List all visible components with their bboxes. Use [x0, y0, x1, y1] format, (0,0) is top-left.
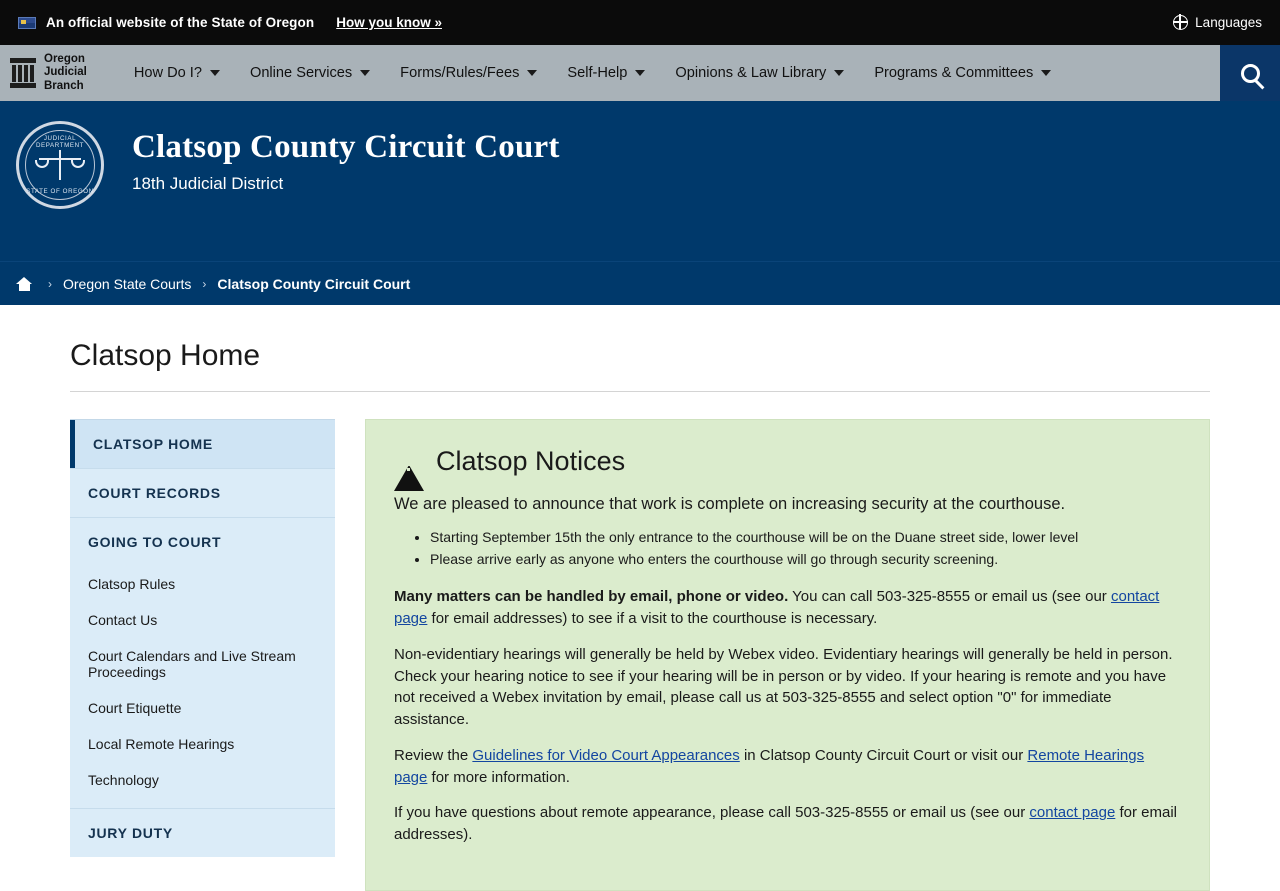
nav-item-self-help[interactable]: [552, 45, 660, 101]
seal-top-text: JUDICIAL DEPARTMENT: [35, 135, 85, 149]
home-icon[interactable]: [16, 277, 33, 291]
court-name: Clatsop County Circuit Court: [132, 129, 560, 165]
sidebar-section-going-to-court: GOING TO COURT: [70, 517, 335, 566]
sidebar-item-court-records[interactable]: COURT RECORDS: [70, 468, 335, 517]
sidebar-gap: [70, 798, 335, 808]
sidebar-item-technology[interactable]: Technology: [88, 772, 159, 788]
notices-text: You can call 503-325-8555 or email us (see our: [788, 588, 1111, 606]
sidebar-item-court-calendars[interactable]: Court Calendars and Live Stream Proceedings: [88, 648, 296, 680]
gov-banner-text: An official website of the State of Oregon: [46, 15, 315, 30]
chevron-down-icon: [527, 70, 537, 76]
breadcrumb-link-oregon-state-courts[interactable]: Oregon State Courts: [63, 275, 192, 292]
chevron-down-icon: [1041, 70, 1051, 76]
judicial-district: 18th Judicial District: [132, 174, 284, 193]
page-content: [0, 305, 1280, 891]
notices-lead-text: We are pleased to announce that work is complete on increasing security at the courthouse.: [394, 495, 1066, 513]
nav-item-label: Opinions & Law Library: [675, 65, 827, 81]
notices-text: for email addresses) to see if a visit to the courthouse is necessary.: [427, 610, 878, 628]
warning-triangle-icon: [394, 448, 424, 475]
breadcrumb-separator: ›: [202, 276, 207, 291]
remote-hearings-page-link[interactable]: Remote Hearings page: [394, 746, 1145, 786]
seal-bottom-text: STATE OF OREGON: [26, 188, 94, 195]
sidebar-item-clatsop-rules[interactable]: Clatsop Rules: [88, 576, 176, 592]
guidelines-video-appearances-link[interactable]: Guidelines for Video Court Appearances: [472, 746, 740, 764]
notices-paragraph-questions: [394, 802, 1181, 846]
notices-text: for more information.: [427, 768, 570, 786]
notices-text: If you have questions about remote appearance, please call 503-325-8555 or email us (see our: [394, 804, 1030, 822]
chevron-down-icon: [834, 70, 844, 76]
page-title-wrap: [70, 305, 1210, 392]
chevron-down-icon: [635, 70, 645, 76]
languages-label: Languages: [1195, 15, 1262, 30]
search-button[interactable]: [1220, 45, 1280, 101]
notices-bullet-list: [394, 527, 1181, 570]
sidebar-section-jury-duty: JURY DUTY: [70, 808, 335, 857]
notices-text: Review the: [394, 746, 473, 764]
ojb-logo-line2: Judicial: [44, 66, 87, 79]
globe-icon: [1173, 15, 1188, 30]
nav-item-label: Self-Help: [567, 65, 628, 81]
how-you-know-link[interactable]: How you know »: [336, 15, 442, 30]
notices-title-row: [394, 446, 1181, 477]
ojb-logo[interactable]: [0, 53, 101, 94]
nav-item-label: Online Services: [249, 65, 353, 81]
oregon-judicial-seal-icon: [16, 121, 104, 209]
chevron-down-icon: [360, 70, 370, 76]
contact-page-link[interactable]: contact page: [394, 588, 1160, 628]
search-icon: [1241, 64, 1260, 83]
nav-item-programs-committees[interactable]: [859, 45, 1066, 101]
oregon-flag-icon: [18, 17, 36, 29]
court-header: [0, 101, 1280, 261]
page-title: Clatsop Home: [70, 339, 261, 372]
chevron-down-icon: [210, 70, 220, 76]
sidebar: [70, 419, 335, 857]
nav-item-forms-rules-fees[interactable]: [385, 45, 552, 101]
notices-title: Clatsop Notices: [436, 446, 626, 476]
official-gov-banner: [0, 0, 1280, 45]
content-row: [70, 419, 1210, 891]
nav-items: [119, 45, 1066, 101]
nav-item-label: Forms/Rules/Fees: [400, 65, 520, 81]
nav-item-how-do-i[interactable]: [119, 45, 235, 101]
notices-strong-lead: Many matters can be handled by email, phone or video.: [394, 588, 789, 606]
sidebar-item-clatsop-home[interactable]: CLATSOP HOME: [70, 420, 335, 468]
court-titles: [132, 119, 560, 194]
nav-item-label: Programs & Committees: [874, 65, 1034, 81]
list-item: • Please arrive early as anyone who enters the courthouse will go through security screening.: [430, 549, 1181, 571]
notices-text: in Clatsop County Circuit Court or visit our: [739, 746, 1028, 764]
notices-panel: [365, 419, 1210, 891]
breadcrumb-current: Clatsop County Circuit Court: [217, 275, 411, 292]
nav-item-opinions-law-library[interactable]: [660, 45, 859, 101]
ojb-logo-line3: Branch: [44, 79, 84, 92]
notices-text: for email addresses).: [394, 804, 1177, 844]
nav-item-online-services[interactable]: [235, 45, 385, 101]
notices-paragraph-hearings: Non-evidentiary hearings will generally be held by Webex video. Evidentiary hearings will generally be held in person. Check your hearing notice to see if your hearing will be in person or by video. If your hearing is remote and you have not received a Webex invitation by email, please call us at 503-325-8555 and select option "0" for immediate assistance.: [394, 645, 1173, 729]
breadcrumb: [0, 261, 1280, 305]
nav-item-label: How Do I?: [133, 65, 202, 81]
sidebar-item-local-remote-hearings[interactable]: Local Remote Hearings: [88, 736, 235, 752]
sidebar-item-contact-us[interactable]: Contact Us: [88, 612, 158, 628]
list-item: • Starting September 15th the only entrance to the courthouse will be on the Duane street side, lower level: [430, 527, 1181, 549]
main-navigation: [0, 45, 1280, 101]
sidebar-item-court-etiquette[interactable]: Court Etiquette: [88, 700, 182, 716]
breadcrumb-separator: ›: [48, 276, 52, 291]
courthouse-icon: [10, 58, 36, 88]
ojb-logo-text: [44, 53, 87, 94]
contact-page-link-2[interactable]: contact page: [1029, 804, 1116, 822]
languages-button[interactable]: [1173, 15, 1262, 30]
notices-paragraph-guidelines: [394, 745, 1181, 789]
scales-of-justice-icon: [39, 148, 81, 182]
notices-paragraph-email-phone-video: [394, 586, 1181, 630]
ojb-logo-line1: Oregon: [44, 52, 85, 65]
